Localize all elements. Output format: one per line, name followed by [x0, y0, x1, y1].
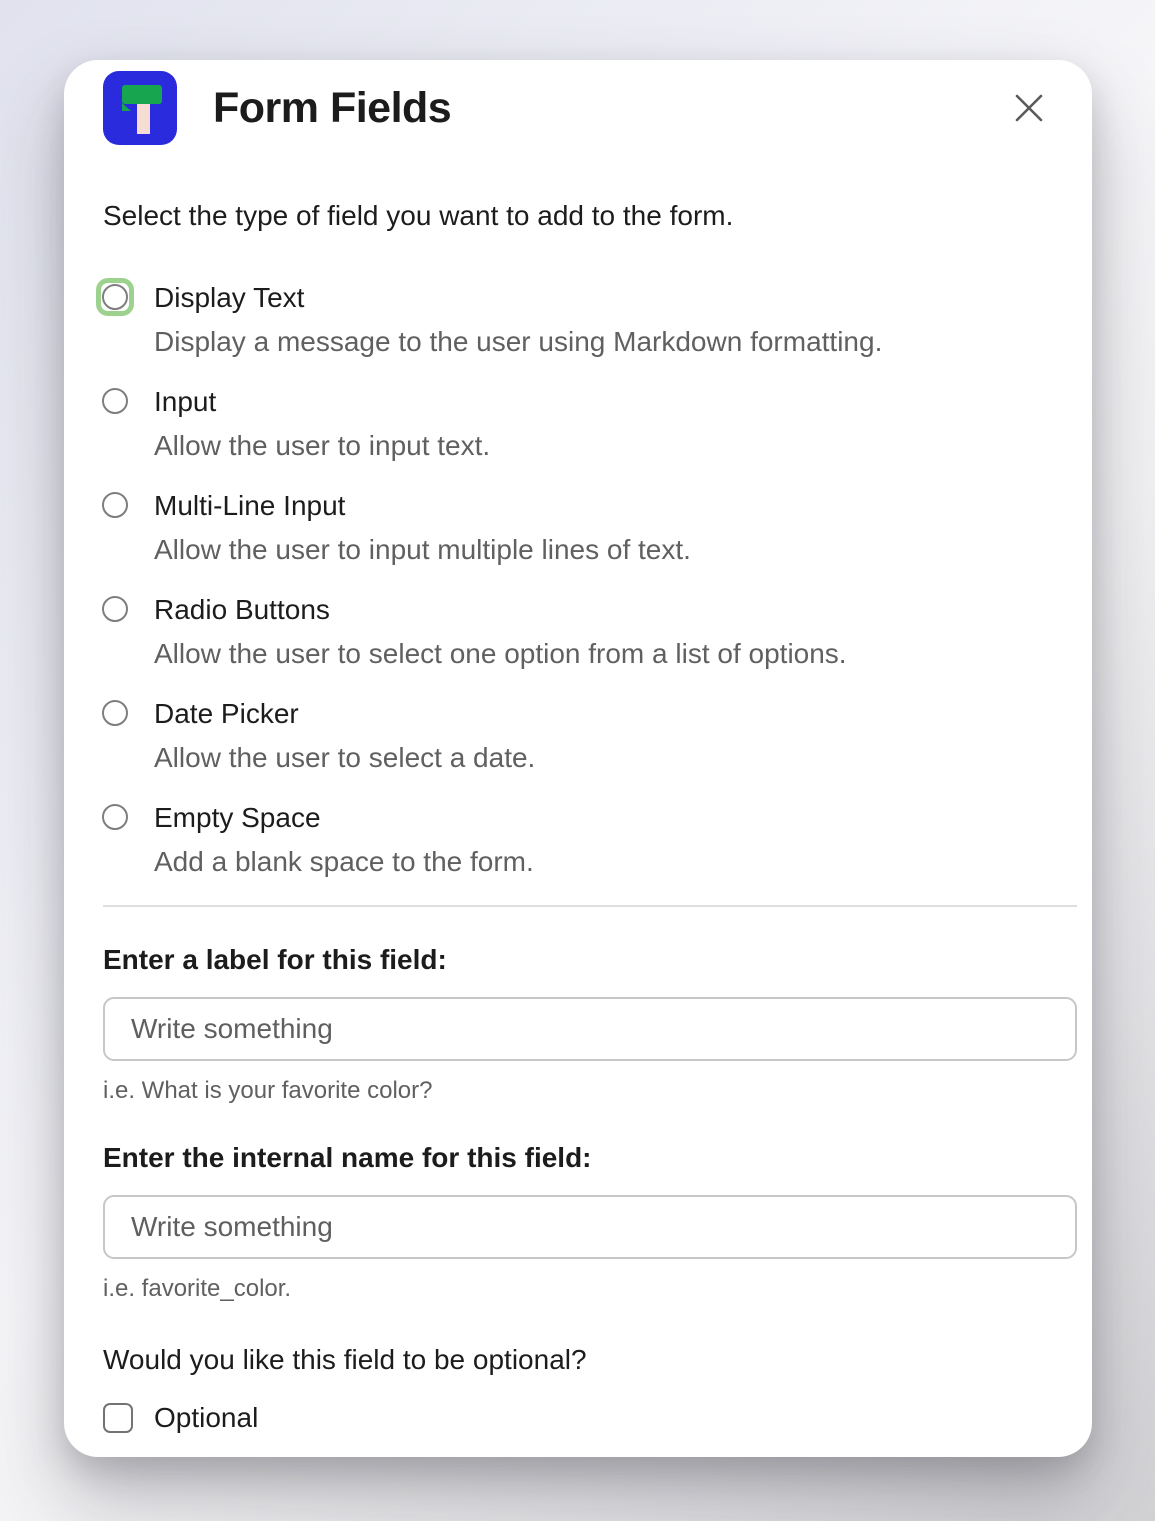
option-label: Multi-Line Input	[154, 490, 346, 521]
radio-icon[interactable]	[102, 804, 128, 830]
logo-stem-shape	[137, 99, 150, 134]
optional-checkbox-row	[103, 1401, 1077, 1435]
radio-focus-ring	[96, 382, 134, 420]
option-text	[154, 697, 535, 775]
radio-icon[interactable]	[102, 492, 128, 518]
close-icon[interactable]	[1006, 85, 1052, 131]
radio-column	[103, 801, 141, 879]
radio-column	[103, 385, 141, 463]
internal-name-input[interactable]	[103, 1195, 1077, 1259]
option-text	[154, 593, 847, 671]
logo-flag-shape	[122, 85, 162, 104]
option-text	[154, 385, 490, 463]
label-field-heading: Enter a label for this field:	[103, 944, 447, 975]
field-type-option[interactable]	[103, 281, 1077, 359]
radio-focus-ring	[96, 278, 134, 316]
field-type-option[interactable]	[103, 385, 1077, 463]
option-text	[154, 489, 691, 567]
optional-question: Would you like this field to be optional?	[103, 1344, 587, 1375]
radio-icon[interactable]	[102, 596, 128, 622]
radio-column	[103, 697, 141, 775]
field-type-option[interactable]	[103, 593, 1077, 671]
radio-focus-ring	[96, 798, 134, 836]
divider	[103, 905, 1077, 907]
radio-icon[interactable]	[102, 700, 128, 726]
label-input[interactable]	[103, 997, 1077, 1061]
option-description: Allow the user to select one option from a list of options.	[154, 638, 847, 669]
option-description: Add a blank space to the form.	[154, 846, 534, 877]
radio-focus-ring	[96, 694, 134, 732]
option-text	[154, 281, 882, 359]
field-type-option[interactable]	[103, 697, 1077, 775]
form-fields-modal	[64, 60, 1092, 1457]
radio-column	[103, 281, 141, 359]
option-label: Display Text	[154, 282, 305, 313]
field-type-options	[103, 281, 1077, 879]
option-description: Display a message to the user using Markdown formatting.	[154, 326, 883, 357]
modal-header	[103, 71, 1077, 145]
option-description: Allow the user to input text.	[154, 430, 491, 461]
intro-text: Select the type of field you want to add to the form.	[103, 200, 734, 231]
option-label: Input	[154, 386, 217, 417]
option-label: Radio Buttons	[154, 594, 330, 625]
label-field-hint: i.e. What is your favorite color?	[103, 1077, 433, 1104]
radio-column	[103, 489, 141, 567]
radio-focus-ring	[96, 590, 134, 628]
radio-column	[103, 593, 141, 671]
modal-title: Form Fields	[213, 83, 452, 132]
field-type-option[interactable]	[103, 489, 1077, 567]
radio-icon[interactable]	[102, 284, 128, 310]
option-label: Empty Space	[154, 802, 321, 833]
logo-flag-tail-shape	[122, 103, 131, 111]
internal-name-hint: i.e. favorite_color.	[103, 1275, 292, 1302]
radio-icon[interactable]	[102, 388, 128, 414]
radio-focus-ring	[96, 486, 134, 524]
internal-name-heading: Enter the internal name for this field:	[103, 1142, 592, 1173]
option-description: Allow the user to input multiple lines of text.	[154, 534, 691, 565]
field-type-option[interactable]	[103, 801, 1077, 879]
optional-checkbox[interactable]	[103, 1403, 133, 1433]
option-text	[154, 801, 534, 879]
option-description: Allow the user to select a date.	[154, 742, 536, 773]
option-label: Date Picker	[154, 698, 299, 729]
app-logo-icon	[103, 71, 177, 145]
optional-checkbox-label: Optional	[154, 1402, 259, 1433]
